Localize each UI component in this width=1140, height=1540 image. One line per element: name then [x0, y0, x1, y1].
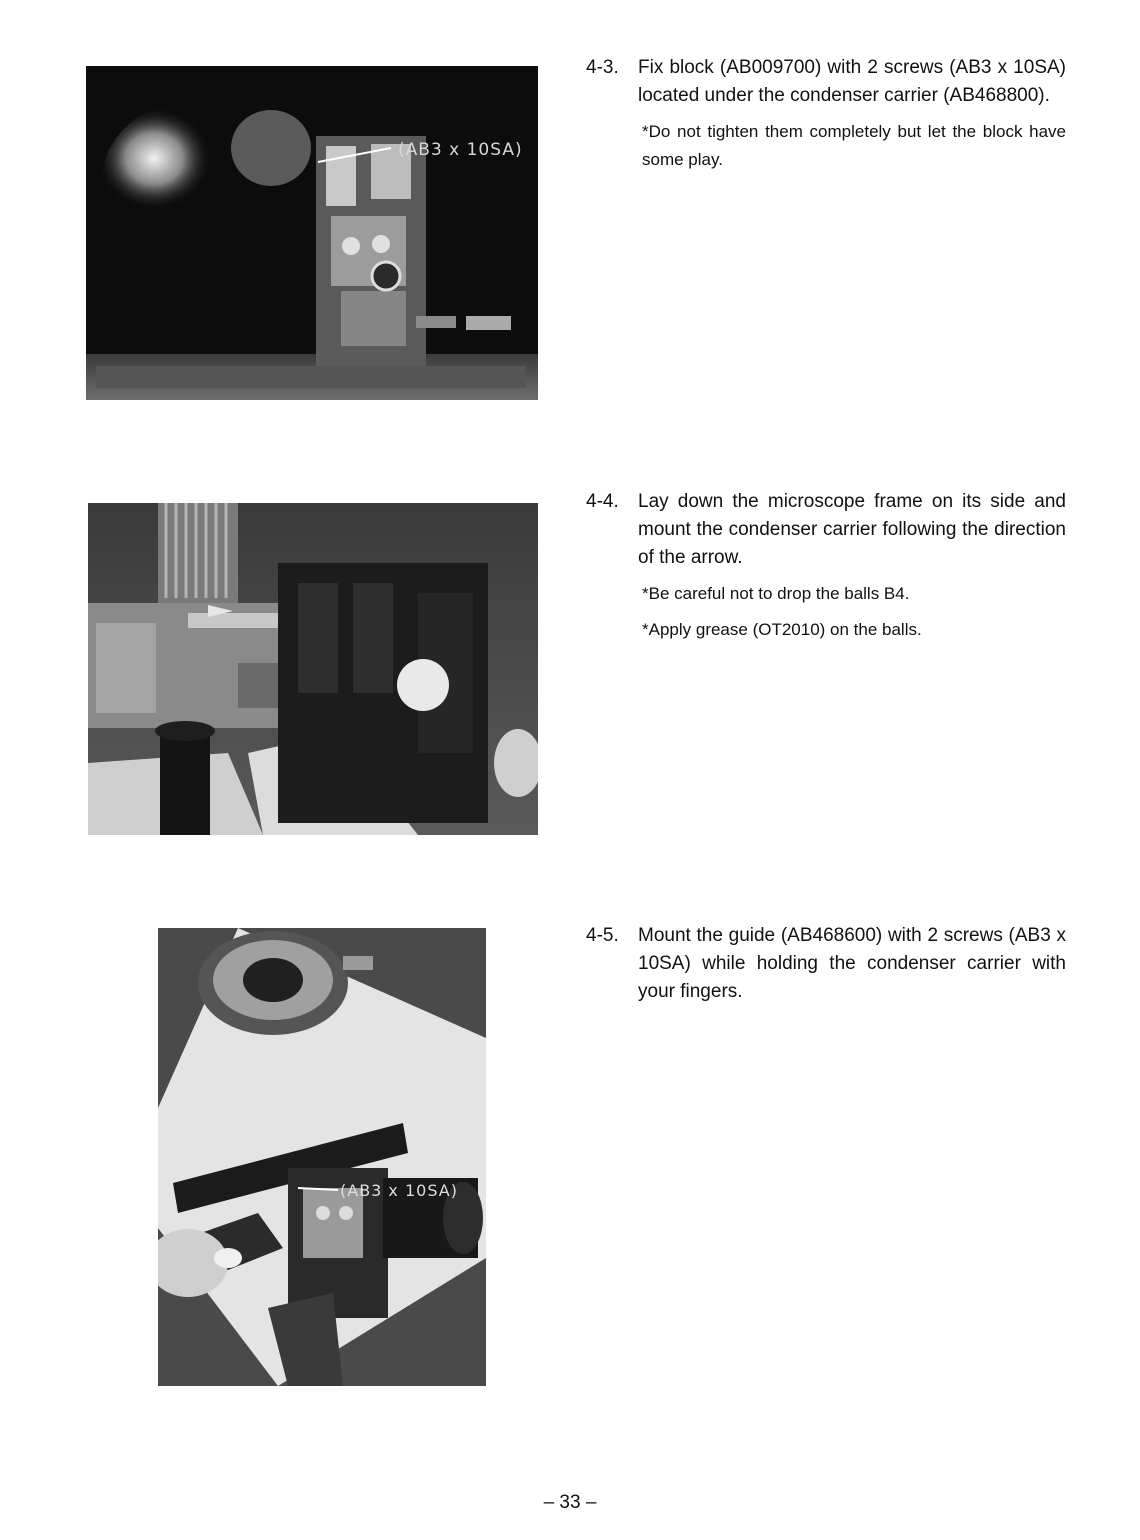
photo-step-4-5 [158, 928, 486, 1386]
step-4-3 [586, 54, 1066, 174]
step-note: *Apply grease (OT2010) on the balls. [642, 620, 922, 639]
photo-label-4-5: (AB3 x 10SA) [340, 1181, 458, 1200]
step-number: 4-5. [586, 925, 619, 946]
page-number: – 33 – [543, 1492, 597, 1513]
step-note: *Do not tighten them completely but let the block have some play. [642, 122, 1066, 169]
step-number: 4-3. [586, 57, 619, 78]
step-text: Mount the guide (AB468600) with 2 screws (AB3 x 10SA) while holding the condenser carrier with your fingers. [638, 925, 1066, 1002]
step-note: *Be careful not to drop the balls B4. [642, 584, 910, 603]
step-number: 4-4. [586, 491, 619, 512]
step-text: Lay down the microscope frame on its side and mount the condenser carrier following the direction of the arrow. [638, 491, 1066, 568]
photo-step-4-4 [88, 503, 538, 835]
step-4-4 [586, 488, 1066, 644]
step-text: Fix block (AB009700) with 2 screws (AB3 x 10SA) located under the condenser carrier (AB468800). [638, 57, 1066, 106]
photo-label-4-3: (AB3 x 10SA) [398, 140, 523, 160]
photo-step-4-3 [86, 66, 538, 400]
step-4-5 [586, 922, 1066, 1006]
